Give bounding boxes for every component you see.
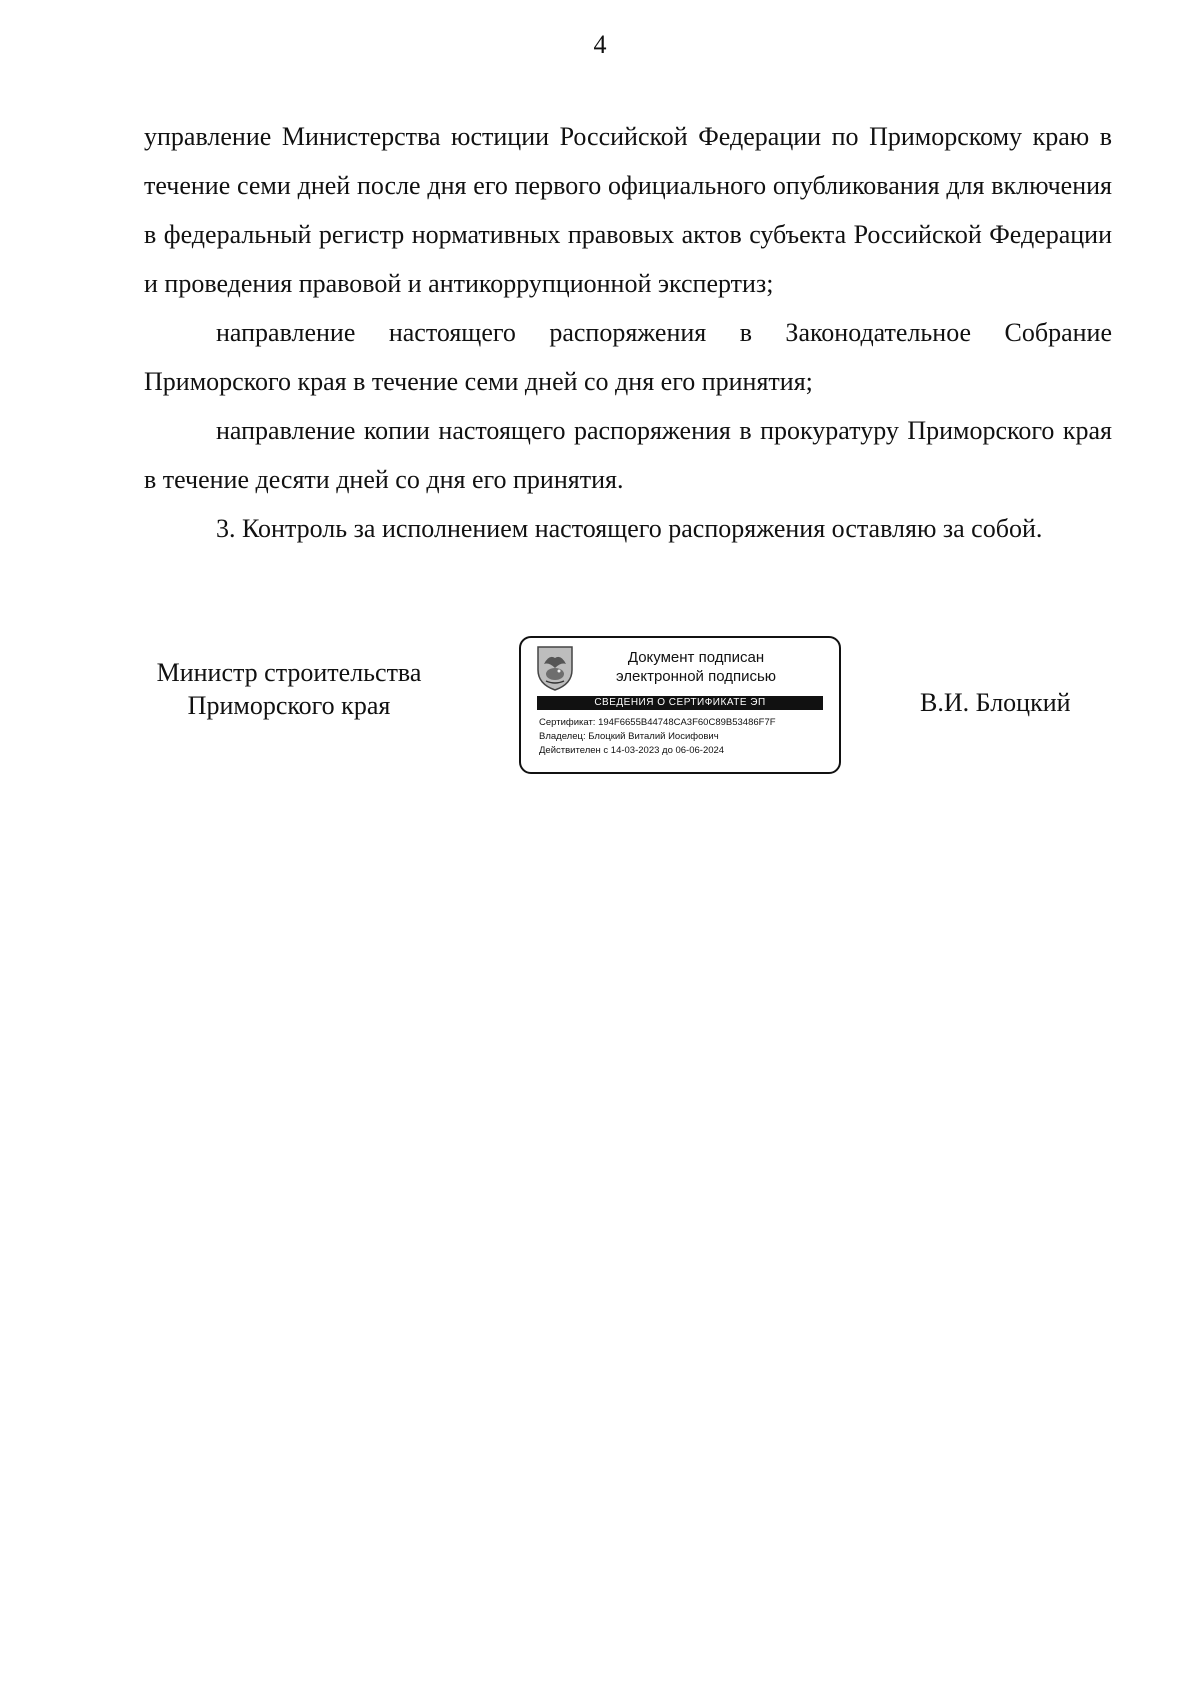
- signature-block: [0, 636, 1200, 796]
- paragraph: 3. Контроль за исполнением настоящего распоряжения оставляю за собой.: [216, 514, 1043, 543]
- certificate-number: Сертификат: 194F6655B44748CA3F60C89B53486F7F: [539, 717, 776, 728]
- signer-position: [144, 656, 434, 722]
- signer-position-line: Приморского края: [187, 691, 391, 720]
- stamp-heading: [581, 648, 811, 686]
- paragraph: управление Министерства юстиции Российской Федерации по Приморскому краю в течение семи дней после дня его первого официального опубликования для включения в федеральный регистр нормативных правовых актов субъекта Российской Федерации и проведения правовой и антикоррупционной экспертиз;: [144, 122, 1112, 298]
- coat-of-arms-icon: [535, 644, 575, 692]
- page-number: 4: [593, 30, 607, 59]
- electronic-signature-stamp: [519, 636, 841, 774]
- paragraph: направление копии настоящего распоряжения в прокуратуру Приморского края в течение десяти дней со дня его принятия.: [144, 416, 1112, 494]
- signer-name: В.И. Блоцкий: [920, 688, 1071, 717]
- document-body: [144, 112, 1112, 553]
- stamp-heading-line: электронной подписью: [615, 668, 777, 685]
- certificate-info-bar: СВЕДЕНИЯ О СЕРТИФИКАТЕ ЭП: [537, 696, 823, 710]
- certificate-owner: Владелец: Блоцкий Виталий Иосифович: [539, 731, 719, 742]
- signer-position-line: Министр строительства: [156, 658, 422, 687]
- paragraph: направление настоящего распоряжения в Законодательное Собрание Приморского края в течение семи дней со дня его принятия;: [144, 318, 1112, 396]
- certificate-validity: Действителен с 14-03-2023 до 06-06-2024: [539, 745, 725, 756]
- stamp-heading-line: Документ подписан: [627, 649, 765, 666]
